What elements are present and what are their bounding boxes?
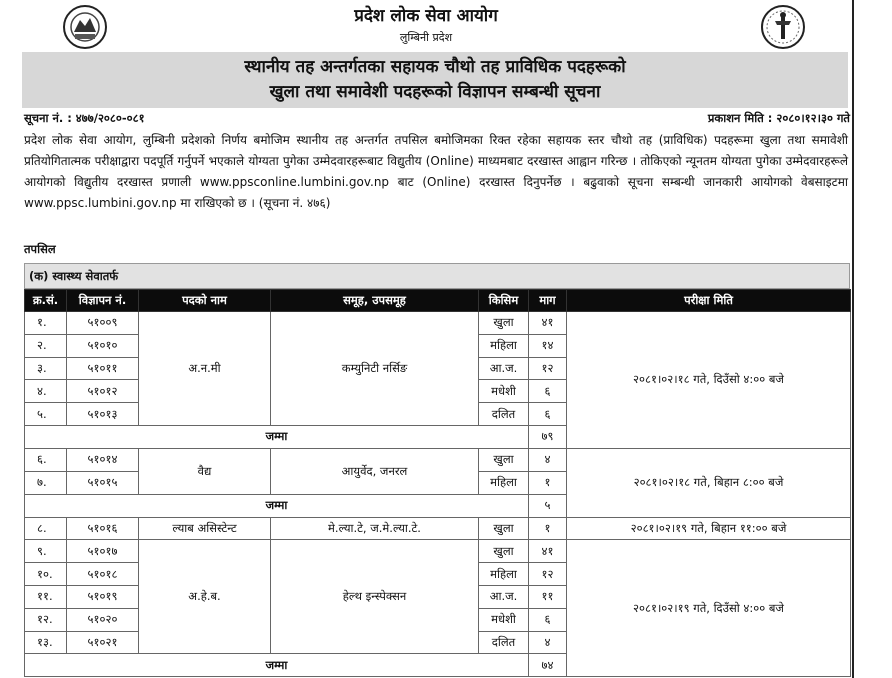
cell-sn: १०. — [25, 563, 67, 586]
cell-type: खुला — [479, 448, 529, 471]
cell-type: आ.ज. — [479, 357, 529, 380]
notice-body: प्रदेश लोक सेवा आयोग, लुम्बिनी प्रदेशको निर्णय बमोजिम स्थानीय तह अन्तर्गत तपसिल बमोजिमका रिक्त रहेका सहायक स्तर चौथो तह (प्राविधिक) पदहरूमा खुला तथा समावेशी प्रतियोगितात्मक परीक्षाद्वारा पदपूर्ति गर्नुपर्ने भएकाले योग्यता पुगेका उम्मेदवारहरूबाट विद्युतीय (Online) माध्यमबाट दरखास्त आह्वान गरिन्छ । तोकिएको न्यूनतम योग्यता पुगेका उम्मेदवारहरूले आयोगको विद्युतीय दरखास्त प्रणाली www.ppsconline.lumbini.gov.np बाट (Online) दरखास्त दिनुपर्नेछ । बढुवाको सूचना सम्बन्धी जानकारी आयोगको वेबसाइटमा www.ppsc.lumbini.gov.np मा राखिएको छ । (सूचना नं. ४७६) — [24, 133, 848, 210]
cell-demand: १२ — [529, 563, 567, 586]
cell-type: महिला — [479, 471, 529, 494]
col-header-sn: क्र.सं. — [25, 290, 67, 312]
cell-adv-no: ५१०१३ — [67, 403, 139, 426]
cell-demand: ४ — [529, 448, 567, 471]
cell-sn: ७. — [25, 471, 67, 494]
publication-date: प्रकाशन मिति : २०८०।१२।३० गते — [707, 111, 850, 125]
cell-demand: ६ — [529, 608, 567, 631]
notice-number: सूचना नं. : ४७७/२०८०-०८१ — [24, 111, 145, 125]
cell-sn: १२. — [25, 608, 67, 631]
cell-adv-no: ५१०११ — [67, 357, 139, 380]
details-heading: तपसिल — [24, 242, 56, 256]
col-header-demand: माग — [529, 290, 567, 312]
cell-total: ७९ — [529, 425, 567, 448]
cell-sn: १३. — [25, 631, 67, 654]
cell-type: खुला — [479, 540, 529, 563]
page-border — [852, 0, 854, 678]
table-row — [25, 312, 851, 335]
cell-adv-no: ५१०१५ — [67, 471, 139, 494]
cell-adv-no: ५१०१९ — [67, 585, 139, 608]
cell-post: वैद्य — [139, 448, 271, 494]
cell-sn: १. — [25, 312, 67, 335]
table-row — [25, 540, 851, 563]
banner-line-1: स्थानीय तह अन्तर्गतका सहायक चौथो तह प्राविधिक पदहरूको — [244, 57, 626, 77]
cell-post: अ.न.मी — [139, 312, 271, 426]
table-row — [25, 448, 851, 471]
cell-demand: ६ — [529, 380, 567, 403]
cell-adv-no: ५१०१८ — [67, 563, 139, 586]
cell-group: हेल्थ इन्स्पेक्सन — [271, 540, 479, 654]
cell-demand: १२ — [529, 357, 567, 380]
cell-group: मे.ल्या.टे, ज.मे.ल्या.टे. — [271, 517, 479, 540]
cell-adv-no: ५१०१६ — [67, 517, 139, 540]
cell-adv-no: ५१०२१ — [67, 631, 139, 654]
org-title: प्रदेश लोक सेवा आयोग — [354, 6, 498, 26]
table-header-row — [25, 290, 851, 312]
cell-adv-no: ५१०२० — [67, 608, 139, 631]
total-label: जम्मा — [25, 425, 529, 448]
cell-sn: ३. — [25, 357, 67, 380]
col-header-post: पदको नाम — [139, 290, 271, 312]
col-header-group: समूह, उपसमूह — [271, 290, 479, 312]
cell-type: दलित — [479, 403, 529, 426]
section-title: (क) स्वास्थ्य सेवातर्फ — [24, 263, 850, 289]
cell-sn: ९. — [25, 540, 67, 563]
total-label: जम्मा — [25, 494, 529, 517]
cell-exam-date: २०८१।०२।१८ गते, बिहान ८:०० बजे — [567, 448, 851, 517]
cell-type: मधेशी — [479, 608, 529, 631]
cell-sn: ८. — [25, 517, 67, 540]
cell-demand: ४१ — [529, 312, 567, 335]
cell-group: आयुर्वेद, जनरल — [271, 448, 479, 494]
cell-exam-date: २०८१।०२।१८ गते, दिउँसो ४:०० बजे — [567, 312, 851, 449]
notice-banner — [22, 52, 848, 108]
cell-demand: ६ — [529, 403, 567, 426]
table-row — [25, 517, 851, 540]
cell-type: दलित — [479, 631, 529, 654]
cell-type: मधेशी — [479, 380, 529, 403]
cell-type: महिला — [479, 563, 529, 586]
vacancy-table — [24, 289, 851, 677]
cell-demand: १ — [529, 471, 567, 494]
cell-type: आ.ज. — [479, 585, 529, 608]
cell-total: ५ — [529, 494, 567, 517]
cell-post: ल्याब असिस्टेन्ट — [139, 517, 271, 540]
col-header-type: किसिम — [479, 290, 529, 312]
cell-demand: ११ — [529, 585, 567, 608]
org-subtitle: लुम्बिनी प्रदेश — [399, 31, 453, 44]
cell-total: ७४ — [529, 654, 567, 677]
cell-adv-no: ५१०१४ — [67, 448, 139, 471]
cell-sn: २. — [25, 334, 67, 357]
cell-type: खुला — [479, 312, 529, 335]
cell-sn: ४. — [25, 380, 67, 403]
cell-sn: ११. — [25, 585, 67, 608]
cell-demand: ४ — [529, 631, 567, 654]
cell-exam-date: २०८१।०२।१९ गते, दिउँसो ४:०० बजे — [567, 540, 851, 677]
total-label: जम्मा — [25, 654, 529, 677]
cell-adv-no: ५१०१७ — [67, 540, 139, 563]
cell-type: खुला — [479, 517, 529, 540]
cell-exam-date: २०८१।०२।१९ गते, बिहान ११:०० बजे — [567, 517, 851, 540]
cell-group: कम्युनिटी नर्सिङ — [271, 312, 479, 426]
col-header-exam-date: परीक्षा मिति — [567, 290, 851, 312]
col-header-adv-no: विज्ञापन नं. — [67, 290, 139, 312]
cell-demand: १४ — [529, 334, 567, 357]
banner-line-2: खुला तथा समावेशी पदहरूको विज्ञापन सम्बन्धी सूचना — [269, 82, 601, 102]
cell-post: अ.हे.ब. — [139, 540, 271, 654]
cell-demand: ४१ — [529, 540, 567, 563]
cell-sn: ५. — [25, 403, 67, 426]
cell-adv-no: ५१०१० — [67, 334, 139, 357]
cell-demand: १ — [529, 517, 567, 540]
cell-type: महिला — [479, 334, 529, 357]
cell-adv-no: ५१००९ — [67, 312, 139, 335]
cell-sn: ६. — [25, 448, 67, 471]
cell-adv-no: ५१०१२ — [67, 380, 139, 403]
